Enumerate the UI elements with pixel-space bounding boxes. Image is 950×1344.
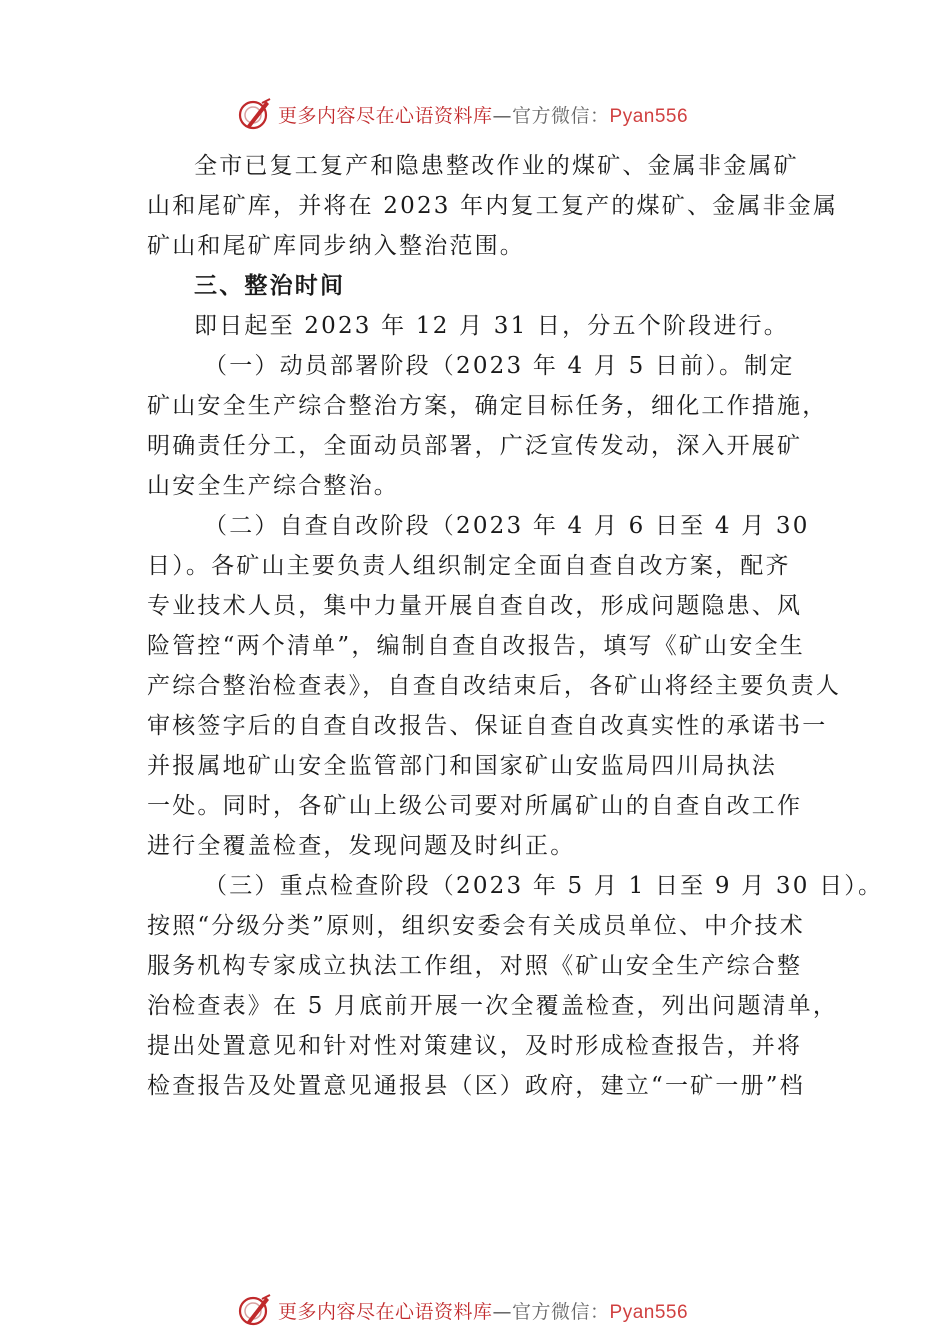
paragraph-line: 治检查表》在 5 月底前开展一次全覆盖检查，列出问题清单， — [147, 993, 839, 1019]
paragraph-line: 一处。同时，各矿山上级公司要对所属矿山的自查自改工作 — [147, 793, 803, 819]
paragraph-line: 山安全生产综合整治。 — [147, 473, 399, 499]
section-heading: 三、整治时间 — [194, 273, 346, 299]
paragraph-line: 并报属地矿山安全监管部门和国家矿山安监局四川局执法 — [147, 753, 777, 779]
paragraph-line: 矿山和尾矿库同步纳入整治范围。 — [147, 233, 525, 259]
stage-heading-line: （三）重点检查阶段（2023 年 5 月 1 日至 9 月 30 日）。 — [204, 873, 884, 899]
paragraph-line: 即日起至 2023 年 12 月 31 日，分五个阶段进行。 — [194, 313, 789, 339]
watermark-account: Pyan556 — [609, 105, 689, 127]
paragraph-line: 山和尾矿库，并将在 2023 年内复工复产的煤矿、金属非金属 — [147, 193, 839, 219]
paragraph-line: 产综合整治检查表》，自查自改结束后，各矿山将经主要负责人 — [147, 673, 842, 699]
document-body — [147, 146, 884, 1106]
watermark-banner-bottom — [238, 1292, 738, 1328]
paragraph-line: 矿山安全生产综合整治方案，确定目标任务，细化工作措施， — [147, 393, 828, 419]
watermark-dash: — — [492, 1300, 513, 1323]
paragraph-line: 日）。各矿山主要负责人组织制定全面自查自改方案，配齐 — [147, 553, 791, 579]
paragraph-line: 全市已复工复产和隐患整改作业的煤矿、金属非金属矿 — [194, 153, 799, 179]
watermark-banner-top — [238, 96, 738, 132]
watermark-prefix: 更多内容尽在心语资料库 — [278, 1300, 493, 1323]
paragraph-line: 检查报告及处置意见通报县（区）政府，建立“一矿一册”档 — [147, 1073, 805, 1099]
watermark-text — [278, 1297, 688, 1324]
quill-pen-seal-icon — [238, 1293, 272, 1327]
paragraph-line: 审核签字后的自查自改报告、保证自查自改真实性的承诺书一 — [147, 713, 828, 739]
paragraph-line: 提出处置意见和针对性对策建议，及时形成检查报告，并将 — [147, 1033, 803, 1059]
watermark-prefix: 更多内容尽在心语资料库 — [278, 104, 493, 127]
paragraph-line: 专业技术人员，集中力量开展自查自改，形成问题隐患、风 — [147, 593, 803, 619]
watermark-dash: — — [492, 104, 513, 127]
watermark-account: Pyan556 — [609, 1301, 689, 1323]
paragraph-line: 按照“分级分类”原则，组织安委会有关成员单位、中介技术 — [147, 913, 805, 939]
paragraph-line: 进行全覆盖检查，发现问题及时纠正。 — [147, 833, 576, 859]
watermark-label: 官方微信： — [512, 104, 610, 127]
paragraph-line: 险管控“两个清单”，编制自查自改报告，填写《矿山安全生 — [147, 633, 805, 659]
stage-heading-line: （二）自查自改阶段（2023 年 4 月 6 日至 4 月 30 — [204, 513, 810, 539]
watermark-text — [278, 101, 688, 128]
watermark-label: 官方微信： — [512, 1300, 610, 1323]
paragraph-line: 服务机构专家成立执法工作组，对照《矿山安全生产综合整 — [147, 953, 803, 979]
stage-heading-line: （一）动员部署阶段（2023 年 4 月 5 日前）。制定 — [204, 353, 795, 379]
paragraph-line: 明确责任分工，全面动员部署，广泛宣传发动，深入开展矿 — [147, 433, 803, 459]
quill-pen-seal-icon — [238, 97, 272, 131]
